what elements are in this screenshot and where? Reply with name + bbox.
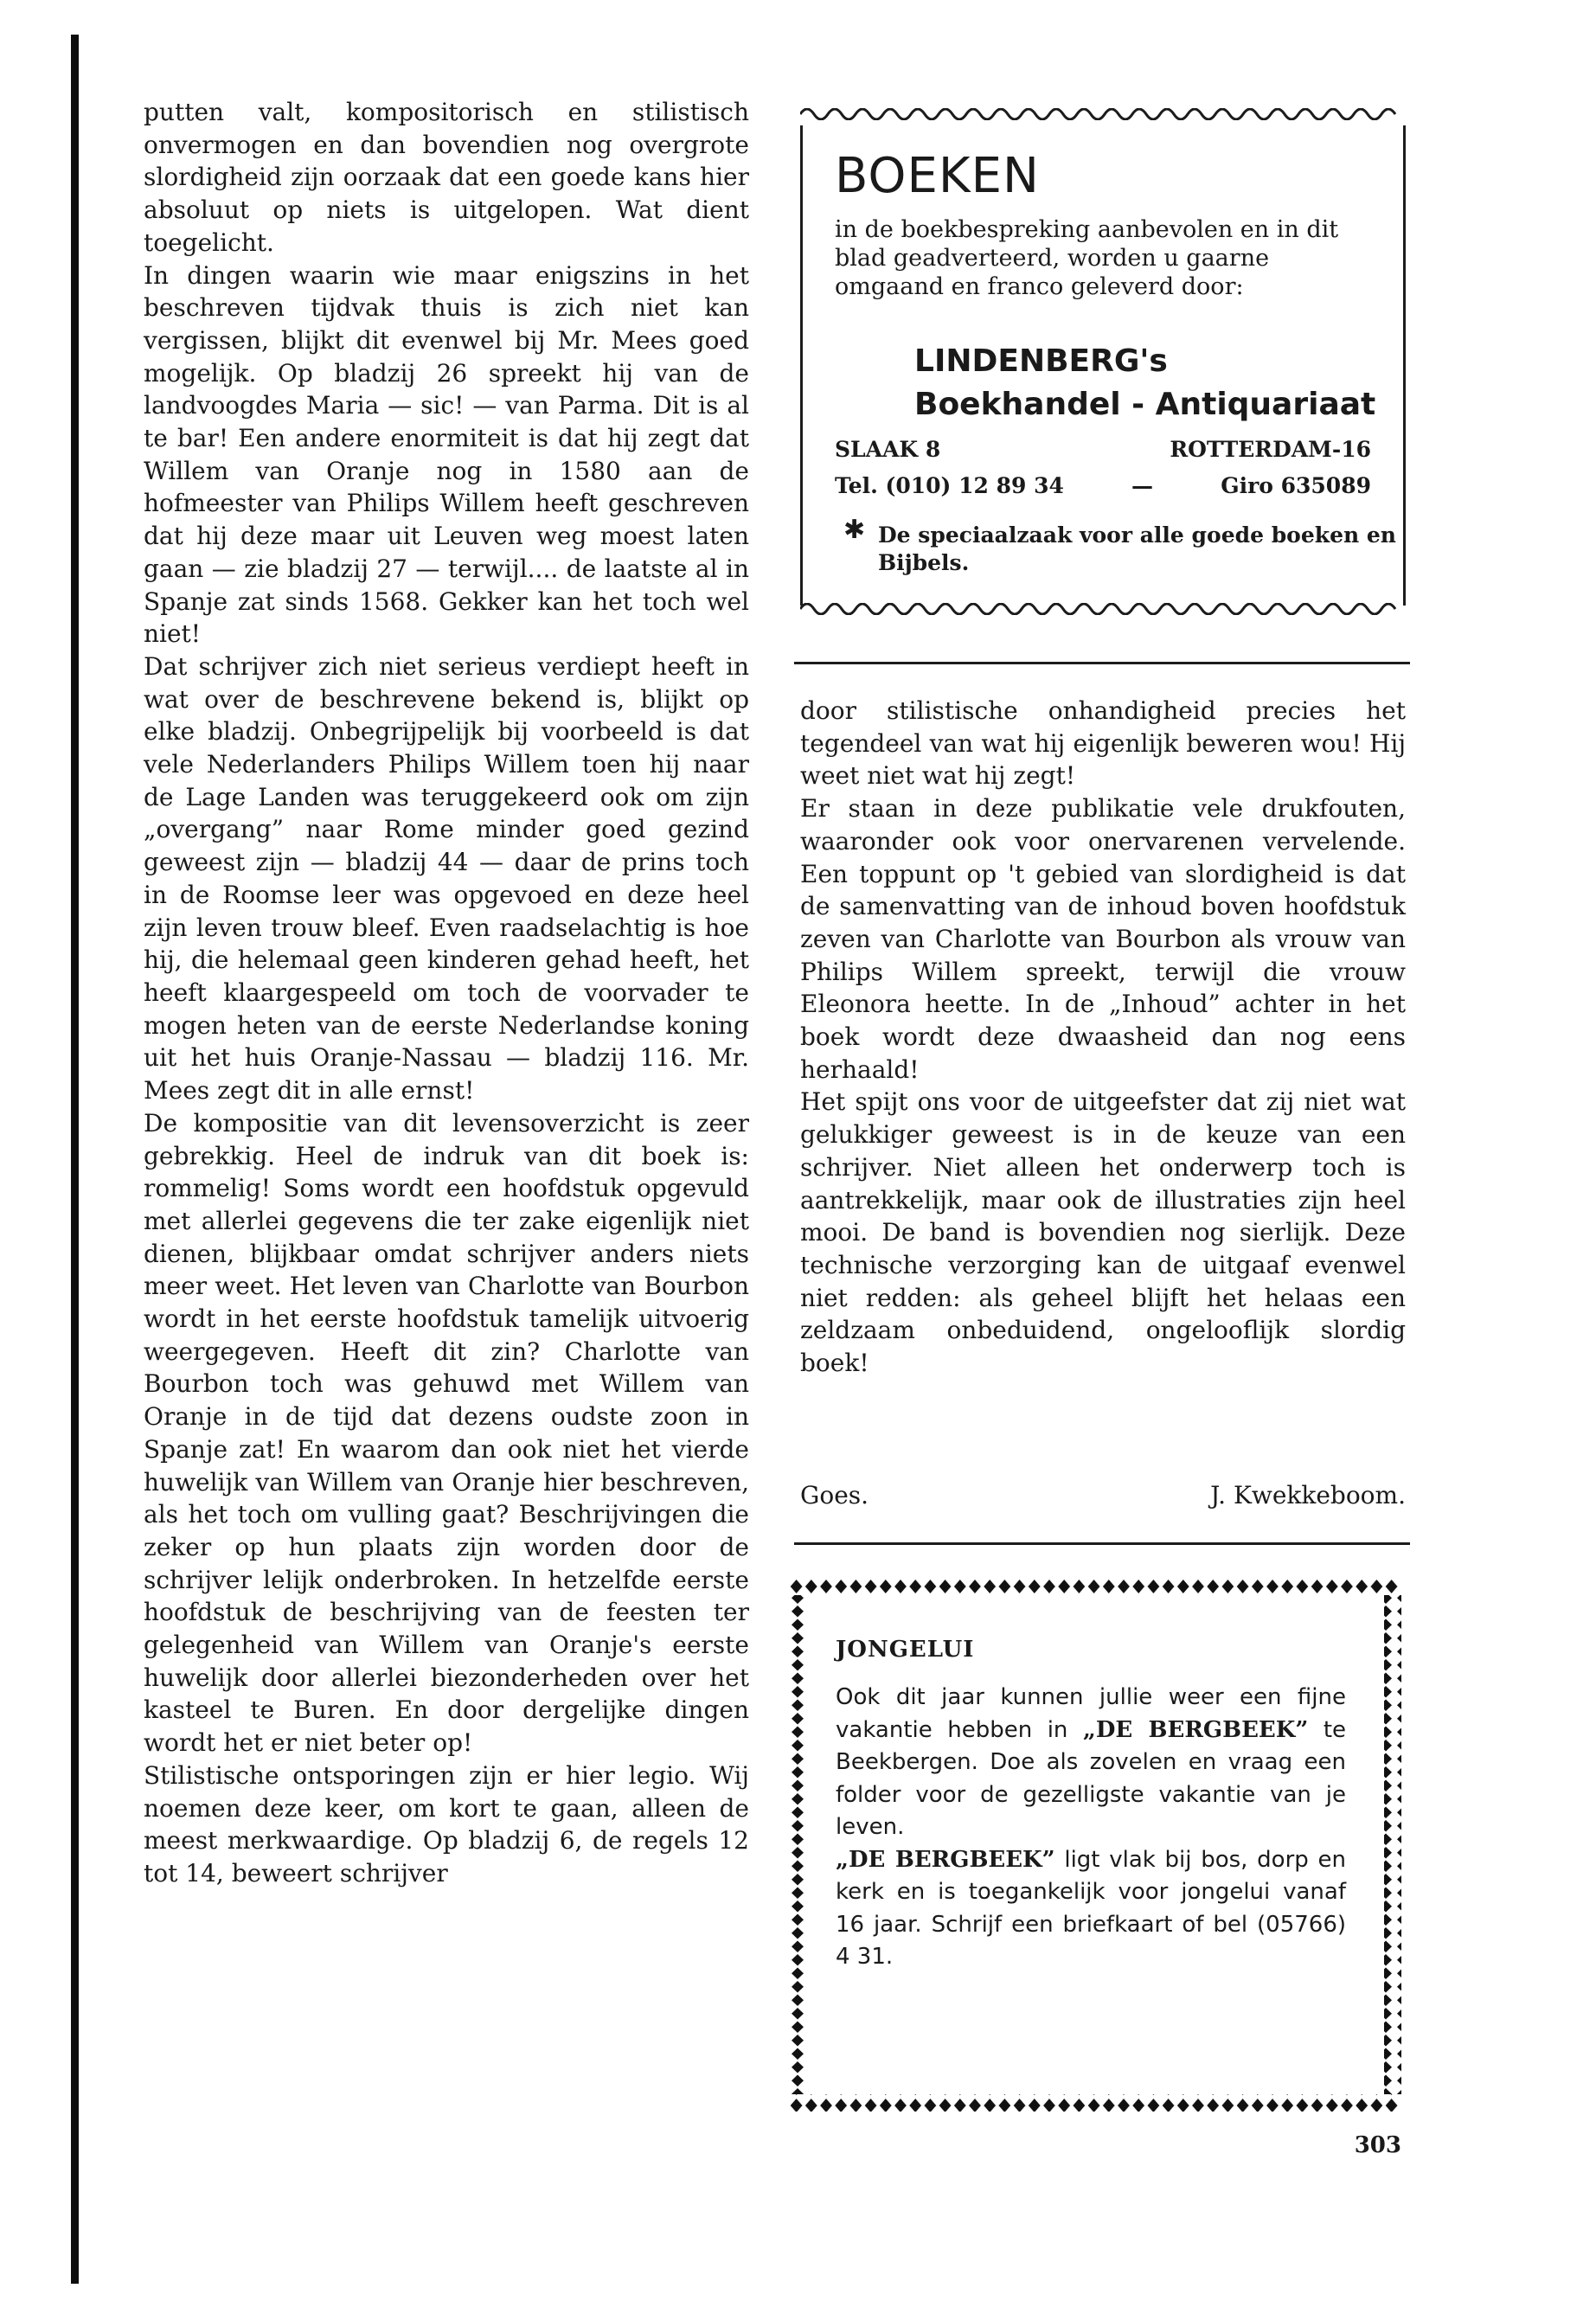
column-rule-top bbox=[794, 662, 1410, 664]
signature-place: Goes. bbox=[800, 1481, 869, 1509]
phone-number: Tel. (010) 12 89 34 bbox=[835, 473, 1064, 498]
youth-ad-body: Ook dit jaar kunnen jullie weer een fijne vakantie hebben in „DE BERGBEEK” te Beekbergen. Doe als zovelen en vraag een folder voor de gezelligste vakantie van je leven. „DE BERGBEEK” ligt vlak bij bos, dorp en kerk en is toegankelijk voor jongelui vanaf 16 jaar. Schrijf een briefkaart of bel (05766) 4 31. bbox=[836, 1684, 1347, 1970]
bookshop-advertisement bbox=[800, 108, 1406, 623]
ad-title: BOEKEN bbox=[835, 148, 1040, 204]
left-column bbox=[144, 96, 749, 1890]
youth-ad-heading: JONGELUI bbox=[836, 1637, 975, 1663]
signature-author: J. Kwekkeboom. bbox=[1210, 1481, 1406, 1509]
ad-border-left bbox=[800, 125, 803, 606]
paragraph: De kompositie van dit levensoverzicht is zeer gebrekkig. Heel de indruk van dit boek is: rommelig! Soms wordt een hoofdstuk opgevuld met allerlei gegevens die ter zake eigenlijk niet dienen, blijkbaar omdat schrijver anders niets meer weet. Het leven van Charlotte van Bourbon wordt in het eerste hoofdstuk tamelijk uitvoerig weergegeven. Heeft dit zin? Charlotte van Bourbon toch was gehuwd met Willem van Oranje in de tijd dat dezens oudste zoon in Spanje zat! En waarom dan ook niet het vierde huwelijk van Willem van Oranje hier beschreven, als het toch om vulling gaat? Beschrijvingen die zeker op hun plaats zijn worden door de schrijver lelijk onderbroken. In hetzelfde eerste hoofdstuk de beschrijving van de feesten ter gelegenheid van Willem van Oranje's eerste huwelijk door allerlei biezonderheden over het kasteel te Buren. En door dergelijke dingen wordt het er niet beter op! bbox=[144, 1108, 749, 1758]
city: ROTTERDAM-16 bbox=[1170, 437, 1371, 462]
wave-border-bottom bbox=[800, 603, 1406, 615]
paragraph: door stilistische onhandigheid precies het tegendeel van wat hij eigenlijk beweren wou! Hij weet niet wat hij zegt! bbox=[800, 696, 1406, 791]
separator-dash: — bbox=[1131, 473, 1154, 498]
star-icon: ✱ bbox=[843, 515, 866, 545]
binding-edge bbox=[71, 35, 79, 2284]
wave-border-top bbox=[800, 108, 1406, 120]
paragraph: Er staan in deze publikatie vele drukfouten, waaronder ook voor onervarenen vervelende. Een toppunt op 't gebied van slordigheid is dat de samenvatting van de inhoud boven hoofdstuk zeven van Charlotte van Bourbon als vrouw van Philips Willem spreekt, terwijl die vrouw Eleonora heette. In de „Inhoud” achter in het boek wordt deze dwaasheid dan nog eens herhaald! bbox=[800, 794, 1406, 1084]
shop-type: Boekhandel - Antiquariaat bbox=[914, 387, 1376, 422]
giro-number: Giro 635089 bbox=[1221, 473, 1371, 498]
column-rule-bottom bbox=[794, 1542, 1410, 1545]
paragraph: Het spijt ons voor de uitgeefster dat zij niet wat gelukkiger geweest is in de keuze van een schrijver. Niet alleen het onderwerp toch is aantrekkelijk, maar ook de illustraties zijn heel mooi. De band is bovendien nog sierlijk. Deze technische verzorging kan de uitgaaf evenwel niet redden: als geheel blijft het helaas een zeldzaam onbeduidend, ongelooflijk slordig boek! bbox=[800, 1087, 1406, 1378]
venue-name: „DE BERGBEEK” bbox=[836, 1846, 1055, 1873]
review-signature bbox=[800, 1481, 1406, 1509]
address-row bbox=[835, 437, 1371, 462]
paragraph: putten valt, kompositorisch en stilistisch onvermogen en dan bovendien nog overgrote slordigheid zijn oorzaak dat een goede kans hier absoluut op niets is uitgelopen. Wat dient toegelicht. bbox=[144, 98, 749, 257]
paragraph: Stilistische ontsporingen zijn er hier legio. Wij noemen deze keer, om kort te gaan, alleen de meest merkwaardige. Op bladzij 6, de regels 12 tot 14, beweert schrijver bbox=[144, 1760, 749, 1888]
page-number: 303 bbox=[1354, 2132, 1401, 2158]
paragraph: Dat schrijver zich niet serieus verdiept heeft in wat over de beschrevene bekend is, blijkt op elke bladzij. Onbegrijpelijk bij voorbeeld is dat vele Nederlanders Philips Willem toen hij naar de Lage Landen was teruggekeerd ook om zijn „overgang” naar Rome minder goed gezind geweest zijn — bladzij 44 — daar de prins toch in de Roomse leer was opgevoed en deze heel zijn leven trouw bleef. Even raadselachtig is hoe hij, die helemaal geen kinderen gehad heeft, het heeft klaargespeeld om toch de voorvader te mogen heten van de eerste Nederlandse koning uit het huis Oranje-Nassau — bladzij 116. Mr. Mees zegt dit in alle ernst! bbox=[144, 651, 749, 1106]
street-address: SLAAK 8 bbox=[835, 437, 941, 462]
shop-name: LINDENBERG's bbox=[914, 343, 1168, 379]
ad-specialty-note: De speciaalzaak voor alle goede boeken en Bijbels. bbox=[878, 522, 1396, 575]
contact-row bbox=[835, 473, 1371, 498]
youth-holiday-advertisement bbox=[789, 1578, 1403, 2112]
right-column bbox=[800, 695, 1406, 1380]
ad-intro: in de boekbespreking aanbevolen en in dit blad geadverteerd, worden u gaarne omgaand en franco geleverd door: bbox=[835, 216, 1339, 300]
venue-name: „DE BERGBEEK” bbox=[1082, 1716, 1309, 1743]
paragraph: In dingen waarin wie maar enigszins in het beschreven tijdvak thuis is zich niet kan vergissen, blijkt dit evenwel bij Mr. Mees goed mogelijk. Op bladzij 26 spreekt hij van de landvoogdes Maria — sic! — van Parma. Dit is al te bar! Een andere enormiteit is dat hij zegt dat Willem van Oranje nog in 1580 aan de hofmeester van Philips Willem heeft geschreven dat hij deze maar uit Leuven weg moest laten gaan — zie bladzij 27 — terwijl.... de laatste al in Spanje zat sinds 1568. Gekker kan het toch wel niet! bbox=[144, 260, 749, 649]
